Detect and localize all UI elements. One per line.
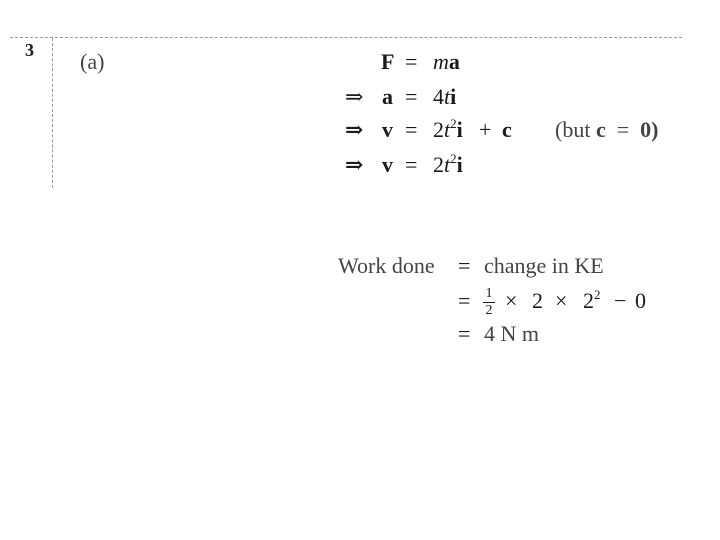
eq4-equals: = <box>405 152 418 177</box>
eq2-lhs: a <box>382 84 393 109</box>
eq1-equals: = <box>405 49 418 74</box>
eq1-rhs: ma <box>433 49 460 74</box>
eq4-rhs: $2t^2i$ <box>433 151 463 177</box>
eq3-constant: c <box>502 117 512 142</box>
header-divider <box>10 37 682 38</box>
work-eq2-equals: = <box>458 288 471 313</box>
half-fraction: 1 2 <box>483 287 495 318</box>
work-eq3-equals: = <box>458 321 471 346</box>
eq3-rhs: $2t^2i$ <box>433 116 463 142</box>
eq1-lhs: F <box>381 49 395 74</box>
eq3-lhs: v <box>382 117 393 142</box>
work-line2-minus: − <box>614 288 627 313</box>
work-line1: change in KE <box>484 253 604 278</box>
work-line2-speed: $2^2$ <box>583 287 601 313</box>
question-number: 3 <box>25 40 34 60</box>
eq2-rhs: 4ti <box>433 84 457 109</box>
work-line2-mass: 2 <box>532 288 543 313</box>
eq3-implies: ⇒ <box>345 117 364 142</box>
eq2-implies: ⇒ <box>345 84 364 109</box>
work-line2-times-1: × <box>505 288 518 313</box>
eq3-note: (but c = 0) <box>555 117 659 142</box>
work-done-label: Work done <box>338 253 435 278</box>
margin-divider <box>52 38 53 188</box>
eq4-lhs: v <box>382 152 393 177</box>
work-eq1-equals: = <box>458 253 471 278</box>
eq2-equals: = <box>405 84 418 109</box>
eq4-implies: ⇒ <box>345 152 364 177</box>
work-line2-times-2: × <box>555 288 568 313</box>
part-label: (a) <box>80 49 105 74</box>
work-line3: 4 N m <box>484 321 539 346</box>
eq3-plus: + <box>479 117 492 142</box>
eq3-equals: = <box>405 117 418 142</box>
work-line2-zero: 0 <box>635 288 646 313</box>
